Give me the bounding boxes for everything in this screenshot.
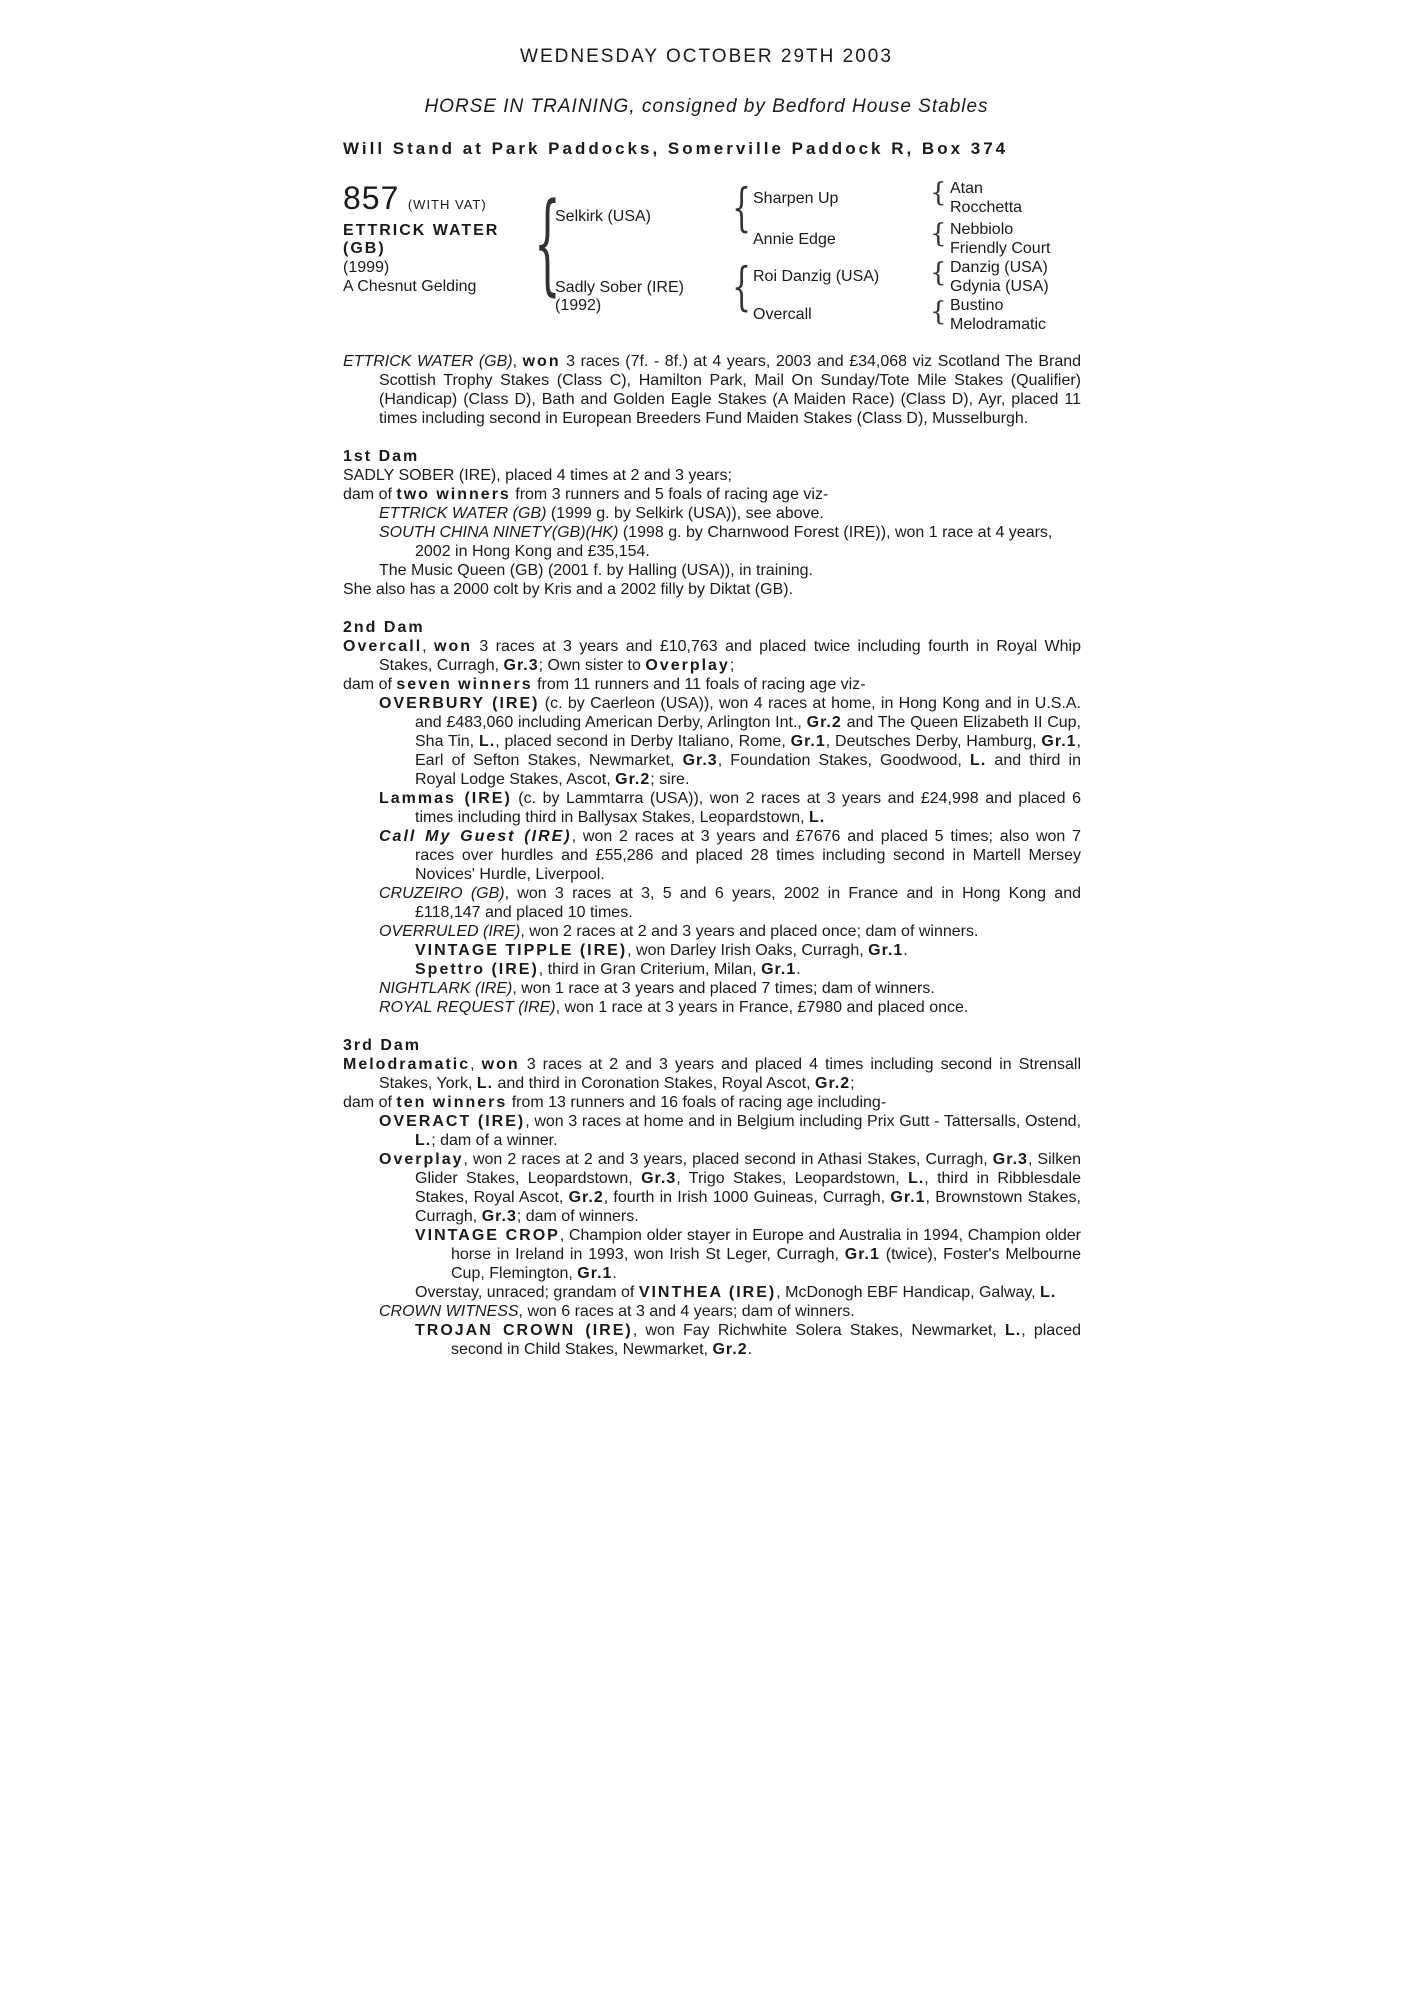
sire: Selkirk (USA) xyxy=(555,208,652,225)
brace-sd: { xyxy=(930,219,947,249)
pedigree-dss: Danzig (USA) xyxy=(950,259,1048,276)
dam: Sadly Sober (IRE) xyxy=(555,279,684,296)
first-dam-produce-line: dam of two winners from 3 runners and 5 foals of racing age viz- xyxy=(343,486,829,503)
pedigree-sss: Atan xyxy=(950,180,983,197)
horse-year: (1999) xyxy=(343,259,390,276)
brace-sire: { xyxy=(732,178,752,239)
pedigree-sdd: Friendly Court xyxy=(950,240,1051,257)
catalogue-body xyxy=(343,352,1081,1359)
brace-main: { xyxy=(534,179,561,307)
produce-item: CROWN WITNESS, won 6 races at 3 and 4 years; dam of winners. xyxy=(379,1303,855,1320)
first-dam-heading: 1st Dam xyxy=(343,448,420,465)
pedigree-ssd: Rocchetta xyxy=(950,199,1023,216)
grandproduce-item: Overstay, unraced; grandam of VINTHEA (IRE), McDonogh EBF Handicap, Galway, L. xyxy=(415,1284,1057,1301)
second-dam-produce-line: dam of seven winners from 11 runners and 11 foals of racing age viz- xyxy=(343,676,866,693)
produce-item: CRUZEIRO (GB), won 3 races at 3, 5 and 6 years, 2002 in France and in Hong Kong and £118,147 and placed 10 times. xyxy=(379,885,1081,921)
produce-item: NIGHTLARK (IRE), won 1 race at 3 years and placed 7 times; dam of winners. xyxy=(379,980,935,997)
grandproduce-item: VINTAGE TIPPLE (IRE), won Darley Irish Oaks, Curragh, Gr.1. xyxy=(415,942,908,959)
sire-dam: Annie Edge xyxy=(753,231,836,248)
grandproduce-item: Spettro (IRE), third in Gran Criterium, Milan, Gr.1. xyxy=(415,961,801,978)
pedigree-sds: Nebbiolo xyxy=(950,221,1014,238)
consignment-line: HORSE IN TRAINING, consigned by Bedford House Stables xyxy=(424,96,989,117)
dam-dam: Overcall xyxy=(753,306,812,323)
second-dam-heading: 2nd Dam xyxy=(343,619,425,636)
grandproduce-item: TROJAN CROWN (IRE), won Fay Richwhite Solera Stakes, Newmarket, L., placed second in Child Stakes, Newmarket, Gr.2. xyxy=(415,1322,1081,1358)
horse-name-line2: (GB) xyxy=(343,240,386,257)
brace-ds: { xyxy=(930,258,947,288)
produce-item: Overplay, won 2 races at 2 and 3 years, placed second in Athasi Stakes, Curragh, Gr.3, Silken Glider Stakes, Leopardstown, Gr.3, Trigo Stakes, Leopardstown, L., third in Ribblesdale Stakes, Royal Ascot, Gr.2, fourth in Irish 1000 Guineas, Curragh, Gr.1, Brownstown Stakes, Curragh, Gr.3; dam of winners. xyxy=(379,1151,1082,1225)
pedigree-ddd: Melodramatic xyxy=(950,316,1047,333)
lot-number: 857 xyxy=(343,180,400,216)
third-dam-produce-line: dam of ten winners from 13 runners and 16 foals of racing age including- xyxy=(343,1094,887,1111)
produce-item: The Music Queen (GB) (2001 f. by Halling (USA)), in training. xyxy=(379,562,813,579)
produce-item: Call My Guest (IRE), won 2 races at 3 years and £7676 and placed 5 times; also won 7 races over hurdles and £55,286 and placed 28 times including second in Martell Mersey Novices' Hurdle, Liverpool. xyxy=(379,828,1081,883)
stand-location: Will Stand at Park Paddocks, Somerville Paddock R, Box 374 xyxy=(343,139,1009,158)
produce-item: SOUTH CHINA NINETY(GB)(HK) (1998 g. by Charnwood Forest (IRE)), won 1 race at 4 years, 2002 in Hong Kong and £35,154. xyxy=(379,524,1053,560)
grandproduce-item: VINTAGE CROP, Champion older stayer in Europe and Australia in 1994, Champion older horse in Ireland in 1993, won Irish St Leger, Curragh, Gr.1 (twice), Foster's Melbourne Cup, Flemington, Gr.1. xyxy=(415,1227,1081,1282)
sale-date: WEDNESDAY OCTOBER 29TH 2003 xyxy=(520,46,893,67)
sire-sire: Sharpen Up xyxy=(753,190,839,207)
produce-item: Lammas (IRE) (c. by Lammtarra (USA)), won 2 races at 3 years and £24,998 and placed 6 times including third in Ballysax Stakes, Leopardstown, L. xyxy=(379,790,1081,826)
produce-item: OVERBURY (IRE) (c. by Caerleon (USA)), won 4 races at home, in Hong Kong and in U.S.A. and £483,060 including American Derby, Arlington Int., Gr.2 and The Queen Elizabeth II Cup, Sha Tin, L., placed second in Derby Italiano, Rome, Gr.1, Deutsches Derby, Hamburg, Gr.1, Earl of Sefton Stakes, Newmarket, Gr.3, Foundation Stakes, Goodwood, L. and third in Royal Lodge Stakes, Ascot, Gr.2; sire. xyxy=(379,695,1082,788)
third-dam-heading: 3rd Dam xyxy=(343,1037,422,1054)
race-record: ETTRICK WATER (GB), won 3 races (7f. - 8f.) at 4 years, 2003 and £34,068 viz Scotland The Brand Scottish Trophy Stakes (Class C), Hamilton Park, Mail On Sunday/Tote Mile Stakes (Qualifier) (Handicap) (Class D), Bath and Golden Eagle Stakes (A Maiden Race) (Class D), Ayr, placed 11 times including second in European Breeders Fund Maiden Stakes (Class D), Musselburgh. xyxy=(343,353,1082,427)
produce-item: OVERRULED (IRE), won 2 races at 2 and 3 years and placed once; dam of winners. xyxy=(379,923,979,940)
produce-item: ROYAL REQUEST (IRE), won 1 race at 3 years in France, £7980 and placed once. xyxy=(379,999,969,1016)
lot-number-block xyxy=(343,180,487,217)
brace-ss: { xyxy=(930,178,947,208)
pedigree-dds: Bustino xyxy=(950,297,1004,314)
third-dam-record: Melodramatic, won 3 races at 2 and 3 years and placed 4 times including second in Strensall Stakes, York, L. and third in Coronation Stakes, Royal Ascot, Gr.2; xyxy=(343,1056,1081,1092)
brace-dd: { xyxy=(930,297,947,327)
horse-description: A Chesnut Gelding xyxy=(343,278,477,295)
vat-note: (WITH VAT) xyxy=(407,197,487,212)
produce-item: ETTRICK WATER (GB) (1999 g. by Selkirk (USA)), see above. xyxy=(379,505,824,522)
dam-sire: Roi Danzig (USA) xyxy=(753,268,880,285)
first-dam-line: SADLY SOBER (IRE), placed 4 times at 2 and 3 years; xyxy=(343,467,732,484)
pedigree-dsd: Gdynia (USA) xyxy=(950,278,1049,295)
first-dam-also: She also has a 2000 colt by Kris and a 2002 filly by Diktat (GB). xyxy=(343,581,794,598)
brace-dam: { xyxy=(732,257,752,318)
dam-year: (1992) xyxy=(555,297,602,314)
horse-name-line1: ETTRICK WATER xyxy=(343,222,500,239)
second-dam-record: Overcall, won 3 races at 3 years and £10,763 and placed twice including fourth in Royal Whip Stakes, Curragh, Gr.3; Own sister to Overplay; xyxy=(343,638,1082,674)
produce-item: OVERACT (IRE), won 3 races at home and in Belgium including Prix Gutt - Tattersalls, Ostend, L.; dam of a winner. xyxy=(379,1113,1082,1149)
